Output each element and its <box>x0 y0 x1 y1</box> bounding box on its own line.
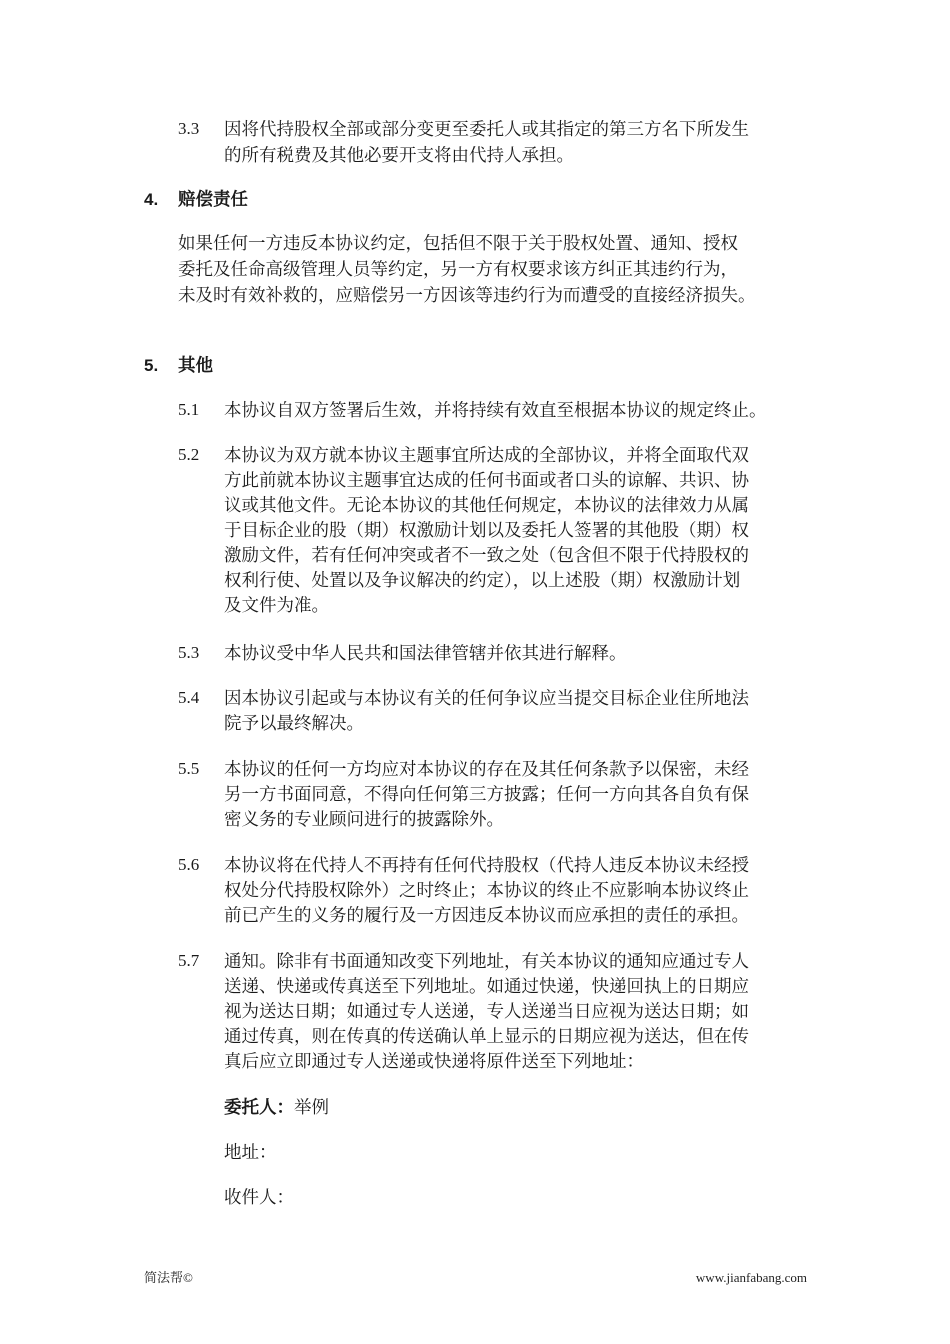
clause-text-line: 送递、快递或传真送至下列地址。如通过快递，快递回执上的日期应 <box>224 976 749 996</box>
clause-number: 5.2 <box>178 445 200 464</box>
paragraph-line: 如果任何一方违反本协议约定，包括但不限于关于股权处置、通知、授权 <box>178 233 738 253</box>
clause-number: 5.1 <box>178 400 200 419</box>
clause-text-line: 通知。除非有书面通知改变下列地址，有关本协议的通知应通过专人 <box>224 951 749 971</box>
clause-text-line: 本协议的任何一方均应对本协议的存在及其任何条款予以保密，未经 <box>224 759 749 779</box>
clause-text-line: 通过传真，则在传真的传送确认单上显示的日期应视为送达，但在传 <box>224 1026 749 1046</box>
clause-text-line: 方此前就本协议主题事宜达成的任何书面或者口头的谅解、共识、协 <box>224 470 749 490</box>
footer-brand: 简法帮© <box>144 1270 193 1285</box>
footer-website: www.jianfabang.com <box>695 1270 807 1285</box>
clause-number: 5.3 <box>178 643 200 662</box>
paragraph-line: 未及时有效补救的，应赔偿另一方因该等违约行为而遭受的直接经济损失。 <box>178 285 756 305</box>
section-title: 其他 <box>178 356 213 376</box>
clause-text-line: 本协议将在代持人不再持有任何代持股权（代持人违反本协议未经授 <box>224 855 749 875</box>
clause-text-line: 真后应立即通过专人送递或快递将原件送至下列地址： <box>224 1051 644 1071</box>
section-title: 赔偿责任 <box>178 190 248 210</box>
clause-text-line: 前已产生的义务的履行及一方因违反本协议而应承担的责任的承担。 <box>224 905 749 925</box>
clause-text-line: 权处分代持股权除外）之时终止；本协议的终止不应影响本协议终止 <box>224 880 749 900</box>
clause-text-line: 激励文件，若有任何冲突或者不一致之处（包含但不限于代持股权的 <box>224 545 749 565</box>
clause-text-line: 本协议自双方签署后生效，并将持续有效直至根据本协议的规定终止。 <box>224 400 767 420</box>
clause-text-line: 及文件为准。 <box>224 595 329 615</box>
clause-text-line: 本协议为双方就本协议主题事宜所达成的全部协议，并将全面取代双 <box>224 445 749 465</box>
clause-number: 5.4 <box>178 688 200 707</box>
address-label: 地址： <box>224 1142 277 1162</box>
clause-text-line: 本协议受中华人民共和国法律管辖并依其进行解释。 <box>224 643 627 663</box>
clause-text-line: 的所有税费及其他必要开支将由代持人承担。 <box>224 145 574 165</box>
clause-text-line: 于目标企业的股（期）权激励计划以及委托人签署的其他股（期）权 <box>224 520 749 540</box>
principal-value: 举例 <box>294 1097 329 1117</box>
clause-number: 5.6 <box>178 855 200 874</box>
clause-text-line: 因本协议引起或与本协议有关的任何争议应当提交目标企业住所地法 <box>224 688 749 708</box>
section-number: 5. <box>144 356 159 375</box>
clause-text-line: 密义务的专业顾问进行的披露除外。 <box>224 809 504 829</box>
paragraph-line: 委托及任命高级管理人员等约定，另一方有权要求该方纠正其违约行为， <box>178 259 738 279</box>
clause-text-line: 议或其他文件。无论本协议的其他任何规定，本协议的法律效力从属 <box>224 495 749 515</box>
clause-text-line: 权利行使、处置以及争议解决的约定），以上述股（期）权激励计划 <box>224 570 741 590</box>
recipient-label: 收件人： <box>224 1187 294 1207</box>
clause-text-line: 院予以最终解决。 <box>224 713 364 733</box>
clause-text-line: 另一方书面同意，不得向任何第三方披露；任何一方向其各自负有保 <box>224 784 749 804</box>
clause-number: 5.5 <box>178 759 200 778</box>
principal-label: 委托人： <box>224 1098 294 1118</box>
clause-text-line: 视为送达日期；如通过专人送递，专人送递当日应视为送达日期；如 <box>224 1001 749 1021</box>
section-number: 4. <box>144 190 159 209</box>
principal-field <box>224 1095 329 1120</box>
clause-number: 5.7 <box>178 951 200 970</box>
clause-text-line: 因将代持股权全部或部分变更至委托人或其指定的第三方名下所发生 <box>224 119 749 139</box>
clause-number: 3.3 <box>178 119 200 138</box>
